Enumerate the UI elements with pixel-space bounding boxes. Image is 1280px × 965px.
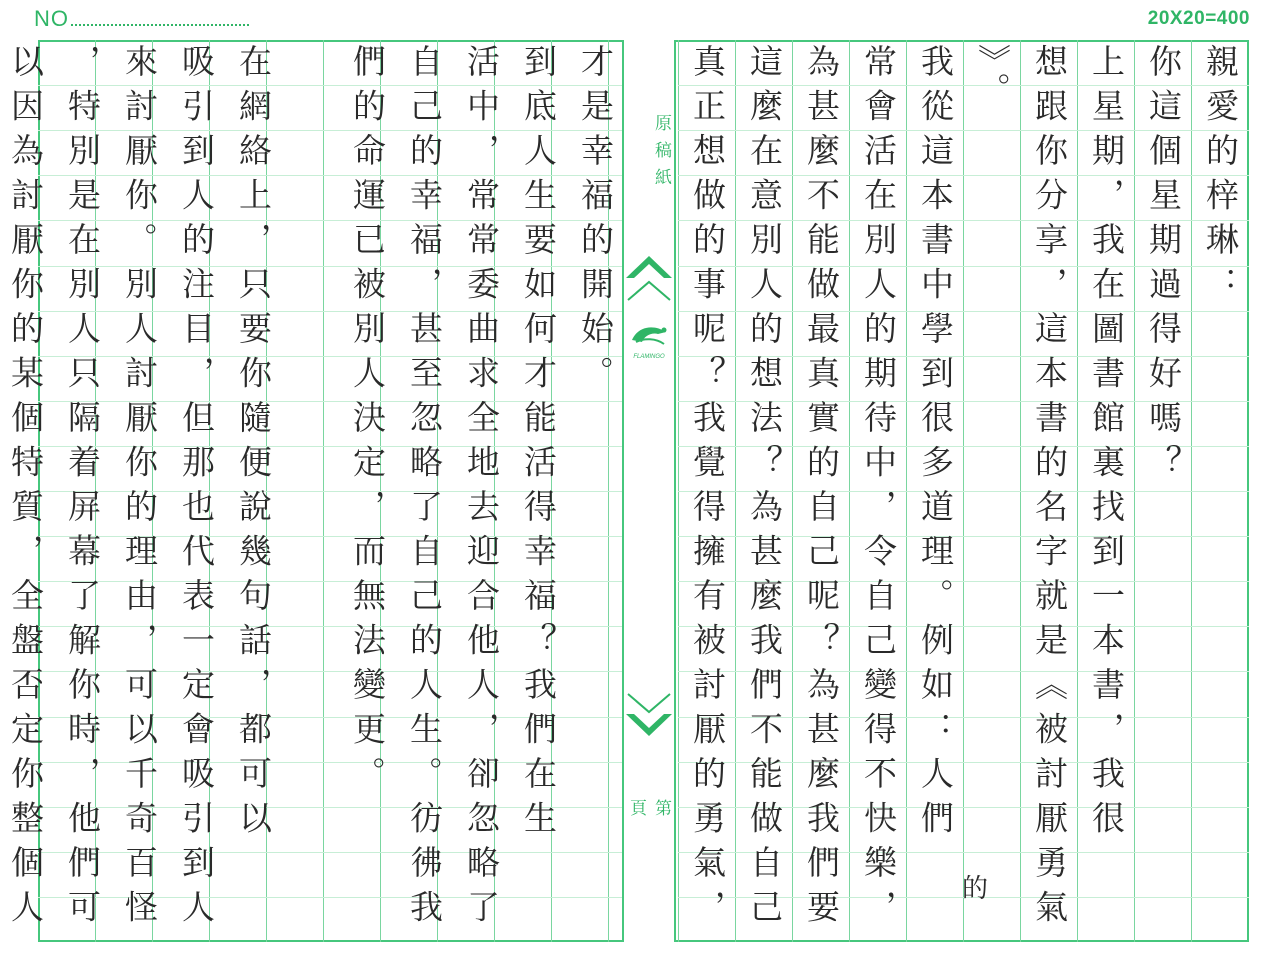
page-number-label: NO bbox=[34, 6, 249, 32]
manuscript-column-2: 你這個星期過得好嗎？ bbox=[1144, 44, 1183, 489]
manuscript-column-5: 》。 bbox=[973, 44, 1012, 117]
manuscript-column-11: 才是幸福的開始。 bbox=[576, 44, 615, 400]
manuscript-column-3: 上星期，我在圖書館裏找到一本書，我很 bbox=[1087, 44, 1126, 845]
page-number-dotted-line bbox=[71, 10, 249, 26]
manuscript-column-15: 們的命運已被別人決定，而無法變更。 bbox=[348, 44, 387, 801]
logo-text: FLAMINGO bbox=[633, 354, 665, 360]
manuscript-column-20: ，特別是在別人只隔着屏幕了解你時，他們可 bbox=[63, 44, 102, 934]
manuscript-column-8: 為甚麼不能做最真實的自己呢？為甚麼我們要 bbox=[802, 44, 841, 934]
manuscript-column-7: 常會活在別人的期待中，令自己變得不快樂， bbox=[859, 44, 898, 934]
manuscript-column-18: 吸引到人的注目，但那也代表一定會吸引到人 bbox=[177, 44, 216, 934]
grid-size-label: 20X20=400 bbox=[1147, 8, 1250, 29]
manuscript-column-14: 自己的幸福，甚至忽略了自己的人生。彷彿我 bbox=[405, 44, 444, 934]
manuscript-paper-title: 原稿紙 bbox=[651, 114, 671, 195]
manuscript-column-4: 想跟你分享，這本書的名字就是《被討厭勇氣 bbox=[1030, 44, 1069, 934]
manuscript-column-21: 以因為討厭你的某個特質，全盤否定你整個人 bbox=[6, 44, 45, 934]
manuscript-column-12: 到底人生要如何才能活得幸福？我們在生 bbox=[519, 44, 558, 845]
chevron-down-icon bbox=[624, 712, 674, 740]
flamingo-logo-icon bbox=[626, 310, 672, 366]
manuscript-column-19: 來討厭你。別人討厭你的理由，可以千奇百怪 bbox=[120, 44, 159, 934]
manuscript-column-9: 這麼在意別人的想法？為甚麼我們不能做自己 bbox=[745, 44, 784, 934]
manuscript-column-1: 親愛的梓琳： bbox=[1201, 44, 1240, 311]
manuscript-grid bbox=[6, 40, 1249, 942]
manuscript-column-17: 在網絡上，只要你隨便說幾句話，都可以 bbox=[234, 44, 273, 845]
center-binding-strip bbox=[622, 40, 676, 942]
chevron-up-outline-icon bbox=[624, 276, 674, 304]
manuscript-column-6: 我從這本書中學到很多道理。例如：人們 bbox=[916, 44, 955, 845]
manuscript-column-10: 真正想做的事呢？我覺得擁有被討厭的勇氣， bbox=[688, 44, 727, 934]
inserted-character: 的 bbox=[962, 874, 989, 904]
manuscript-column-13: 活中，常常委曲求全地去迎合他人，卻忽略了 bbox=[462, 44, 501, 934]
page-label: 第頁 bbox=[626, 798, 671, 876]
